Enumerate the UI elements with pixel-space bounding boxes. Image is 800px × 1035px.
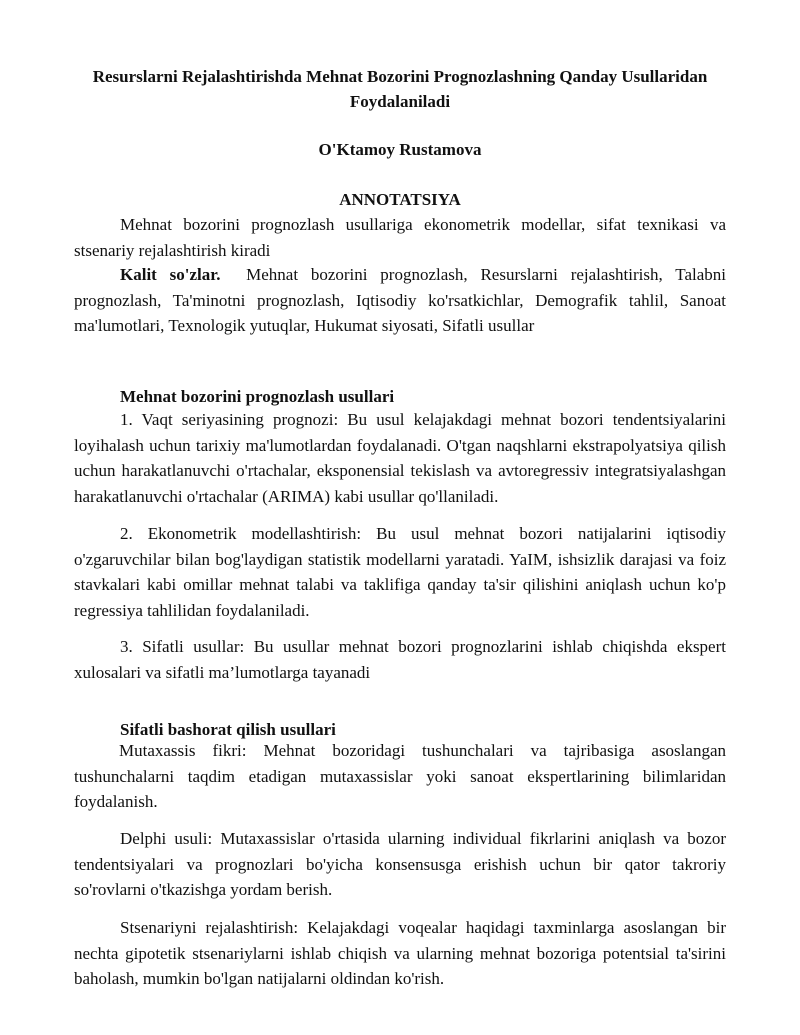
keywords-label: Kalit so'zlar. — [120, 265, 221, 284]
list-item-expert-opinion: Mutaxassis fikri: Mehnat bozoridagi tushunchalari va tajribasiga asoslangan tushunchalarni taqdim etadigan mutaxassislar yoki sanoat ekspertlarining bilimlaridan foydalanish. — [74, 741, 726, 811]
list-item-time-series: 1. Vaqt seriyasining prognozi: Bu usul kelajakdagi mehnat bozori tendentsiyalarini loyihalash uchun tarixiy ma'lumotlardan foydalanadi. O'tgan naqshlarni ekstrapolyatsiya qilish uchun harakatlanuvchi o'rtachalar, eksponensial tekislash va avtoregressiv integratsiyalashgan harakatlanuvchi o'rtachalar (ARIMA) kabi usullar qo'llaniladi. — [74, 410, 726, 506]
annotation-heading: ANNOTATSIYA — [339, 190, 461, 209]
section-heading-qualitative-methods: Sifatli bashorat qilish usullari — [120, 720, 336, 739]
document-title: Resurslarni Rejalashtirishda Mehnat Bozorini Prognozlashning Qanday Usullaridan Foydalaniladi — [92, 67, 708, 111]
list-item-scenario-planning: Stsenariyni rejalashtirish: Kelajakdagi voqealar haqidagi taxminlarga asoslangan bir nechta gipotetik stsenariylarni ishlab chiqish va ularning mehnat bozoriga potentsial ta'sirini baholash, mumkin bo'lgan natijalarni oldindan ko'rish. — [74, 918, 726, 988]
keywords-text: Mehnat bozorini prognozlash, Resurslarni rejalashtirish, Talabni prognozlash, Ta'minotni prognozlash, Iqtisodiy ko'rsatkichlar, Demografik tahlil, Sanoat ma'lumotlari, Texnologik yutuqlar, Hukumat siyosati, Sifatli usullar — [74, 265, 726, 335]
list-item-delphi: Delphi usuli: Mutaxassislar o'rtasida ularning individual fikrlarini aniqlash va bozor tendentsiyalari va prognozlari bo'yicha konsensusga erishish uchun bir qator takroriy so'rovlarni o'tkazishga yordam berish. — [74, 829, 726, 899]
section-heading-forecasting-methods: Mehnat bozorini prognozlash usullari — [120, 387, 395, 406]
author-name: O'Ktamoy Rustamova — [318, 140, 482, 159]
keywords-paragraph — [74, 262, 726, 339]
list-item-econometric: 2. Ekonometrik modellashtirish: Bu usul mehnat bozori natijalarini iqtisodiy o'zgaruvchilar bilan bog'laydigan statistik modellarni yaratadi. YaIM, ishsizlik darajasi va foiz stavkalari kabi omillar mehnat talabi va taklifiga qanday ta'sir qilishini aniqlash uchun ko'p regressiya tahlilidan foydalaniladi. — [74, 524, 726, 620]
list-item-qualitative: 3. Sifatli usullar: Bu usullar mehnat bozori prognozlarini ishlab chiqishda ekspert xulosalari va sifatli ma’lumotlarga tayanadi — [74, 637, 726, 682]
annotation-paragraph: Mehnat bozorini prognozlash usullariga ekonometrik modellar, sifat texnikasi va stsenariy rejalashtirish kiradi — [74, 215, 726, 260]
